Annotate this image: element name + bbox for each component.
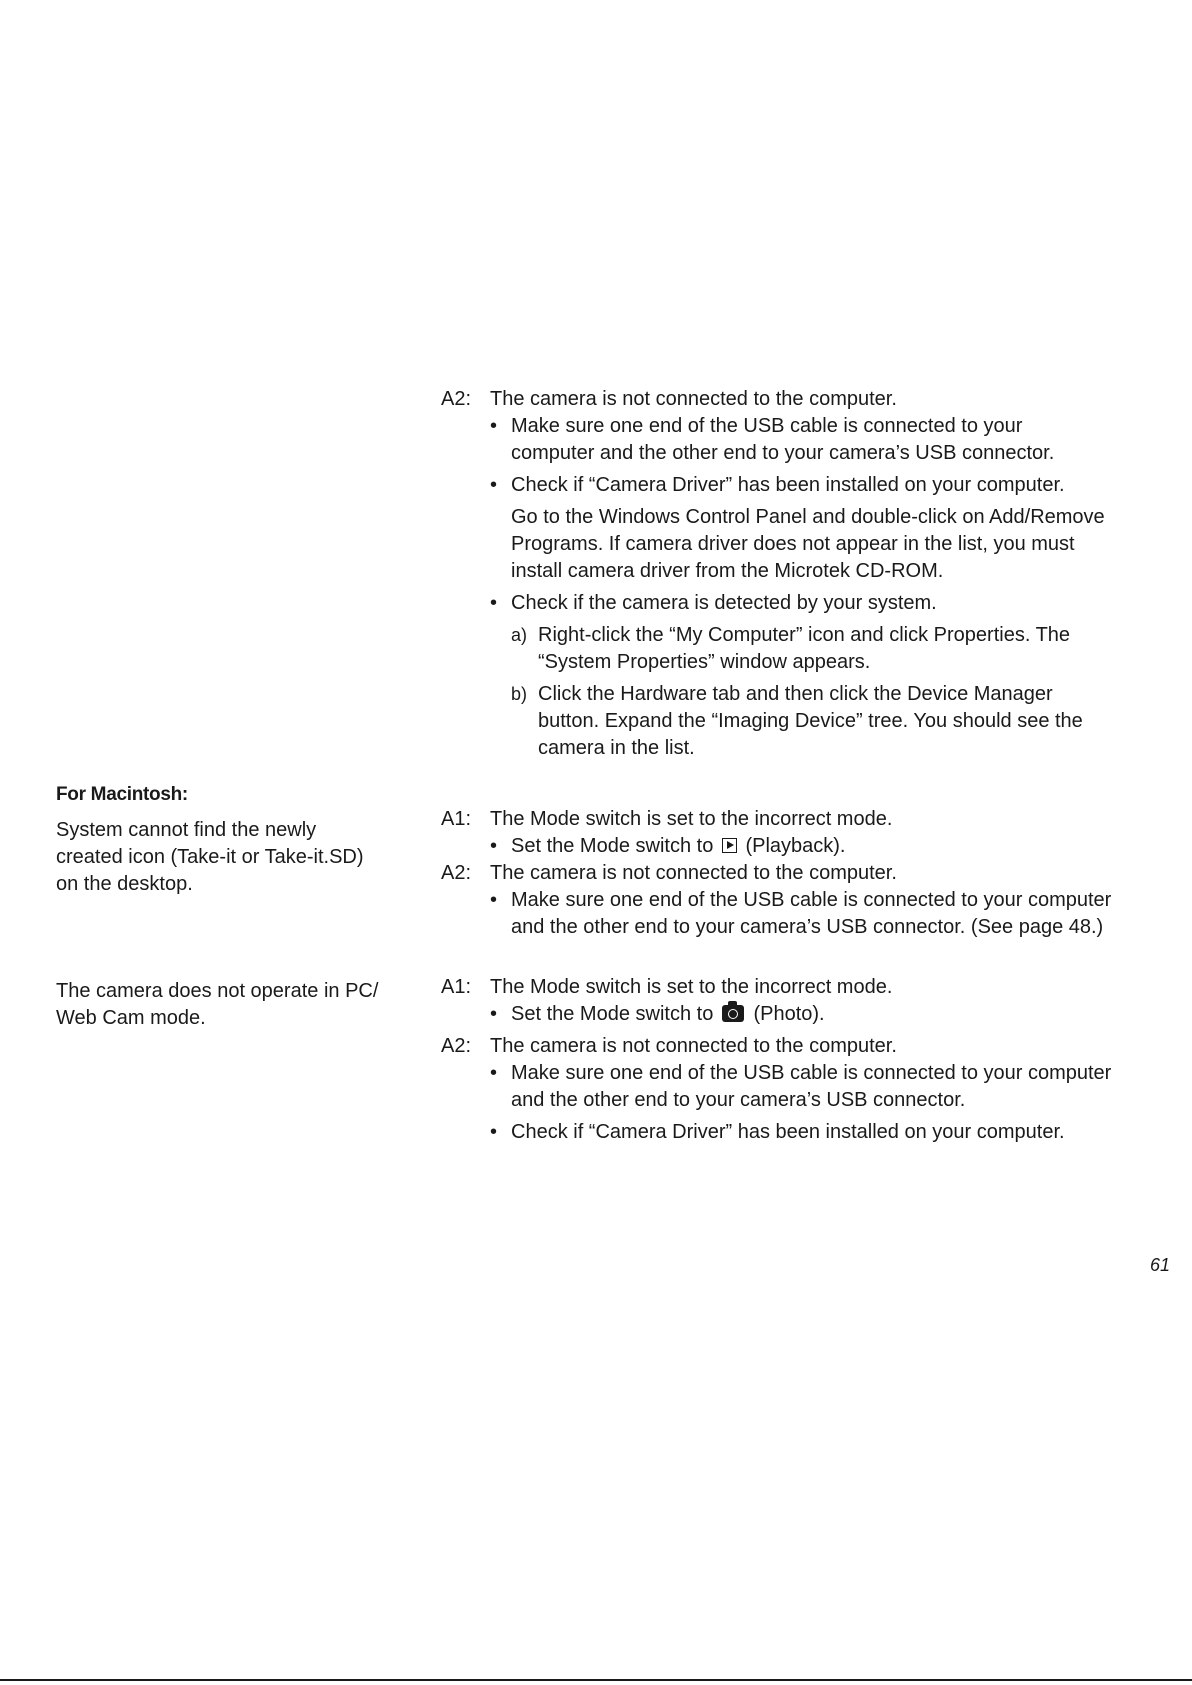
answer-block-windows: [441, 386, 1181, 762]
bullet-text-line: and the other end to your camera’s USB connector.: [511, 1089, 966, 1111]
answer-label: A1:: [441, 976, 472, 998]
bullet-text-pre: Set the Mode switch to: [511, 835, 714, 857]
footer-divider: [0, 1679, 1192, 1681]
answer-label: A2:: [441, 1035, 472, 1057]
bullet-text: Check if the camera is detected by your system.: [511, 592, 937, 614]
answer-label: A2:: [441, 388, 472, 410]
step-b: [441, 681, 1181, 762]
bullet-text-post: (Photo).: [753, 1003, 825, 1025]
note-paragraph: [441, 504, 1181, 585]
mac-answer-block: [441, 806, 1181, 941]
bullet-icon: •: [490, 474, 498, 496]
answer-text: The camera is not connected to the computer.: [490, 862, 897, 884]
bullet-text-line: Make sure one end of the USB cable is connected to your computer: [511, 1062, 1112, 1084]
pccam-problem-column: [56, 978, 411, 1032]
answer-a1: [441, 806, 1181, 833]
answer-text: The camera is not connected to the computer.: [490, 1035, 897, 1057]
list-item: [441, 833, 1181, 860]
bullet-icon: •: [490, 1003, 498, 1025]
bullet-text-pre: Set the Mode switch to: [511, 1003, 714, 1025]
answer-a2: [441, 1033, 1181, 1060]
list-item: [441, 1119, 1181, 1146]
step-a: [441, 622, 1181, 676]
step-line: Right-click the “My Computer” icon and click Properties. The: [538, 624, 1071, 646]
problem-line: created icon (Take-it or Take-it.SD): [56, 846, 364, 868]
bullet-text-post: (Playback).: [745, 835, 846, 857]
answer-text: The Mode switch is set to the incorrect mode.: [490, 808, 893, 830]
bullet-icon: •: [490, 1121, 498, 1143]
answer-a2: [441, 386, 1181, 413]
note-line: Go to the Windows Control Panel and double-click on Add/Remove: [511, 506, 1105, 528]
list-item: [441, 887, 1181, 941]
pccam-answer-block: [441, 974, 1181, 1146]
step-line: button. Expand the “Imaging Device” tree. You should see the: [538, 710, 1083, 732]
problem-description: [56, 817, 411, 898]
problem-line: The camera does not operate in PC/: [56, 980, 379, 1002]
bullet-text: Check if “Camera Driver” has been installed on your computer.: [511, 474, 1065, 496]
step-label: a): [511, 625, 528, 645]
answer-text: The Mode switch is set to the incorrect mode.: [490, 976, 893, 998]
step-line: Click the Hardware tab and then click the Device Manager: [538, 683, 1053, 705]
list-item: [441, 1001, 1181, 1028]
bullet-icon: •: [490, 889, 498, 911]
camera-icon: [722, 1005, 744, 1022]
bullet-text-line: Make sure one end of the USB cable is connected to your computer: [511, 889, 1112, 911]
list-item: [441, 1060, 1181, 1114]
step-label: b): [511, 684, 528, 704]
list-item: [441, 590, 1181, 617]
bullet-text-line: Make sure one end of the USB cable is connected to your: [511, 415, 1023, 437]
bullet-icon: •: [490, 415, 498, 437]
note-line: Programs. If camera driver does not appear in the list, you must: [511, 533, 1075, 555]
playback-icon: [722, 838, 737, 853]
answer-a1: [441, 974, 1181, 1001]
bullet-text: Check if “Camera Driver” has been installed on your computer.: [511, 1121, 1065, 1143]
answer-a2: [441, 860, 1181, 887]
note-line: install camera driver from the Microtek CD-ROM.: [511, 560, 944, 582]
list-item: [441, 472, 1181, 499]
answer-text: The camera is not connected to the computer.: [490, 388, 897, 410]
page-number: 61: [1149, 1255, 1170, 1275]
problem-line: System cannot find the newly: [56, 819, 317, 841]
bullet-icon: •: [490, 592, 498, 614]
bullet-icon: •: [490, 835, 498, 857]
bullet-text-line: and the other end to your camera’s USB connector. (See page 48.): [511, 916, 1104, 938]
step-line: camera in the list.: [538, 737, 695, 759]
step-line: “System Properties” window appears.: [538, 651, 871, 673]
section-heading: For Macintosh:: [56, 784, 188, 805]
mac-problem-column: [56, 781, 411, 898]
problem-line: on the desktop.: [56, 873, 193, 895]
bullet-icon: •: [490, 1062, 498, 1084]
bullet-text-line: computer and the other end to your camera’s USB connector.: [511, 442, 1055, 464]
list-item: [441, 413, 1181, 467]
answer-label: A2:: [441, 862, 472, 884]
problem-line: Web Cam mode.: [56, 1007, 206, 1029]
answer-label: A1:: [441, 808, 472, 830]
